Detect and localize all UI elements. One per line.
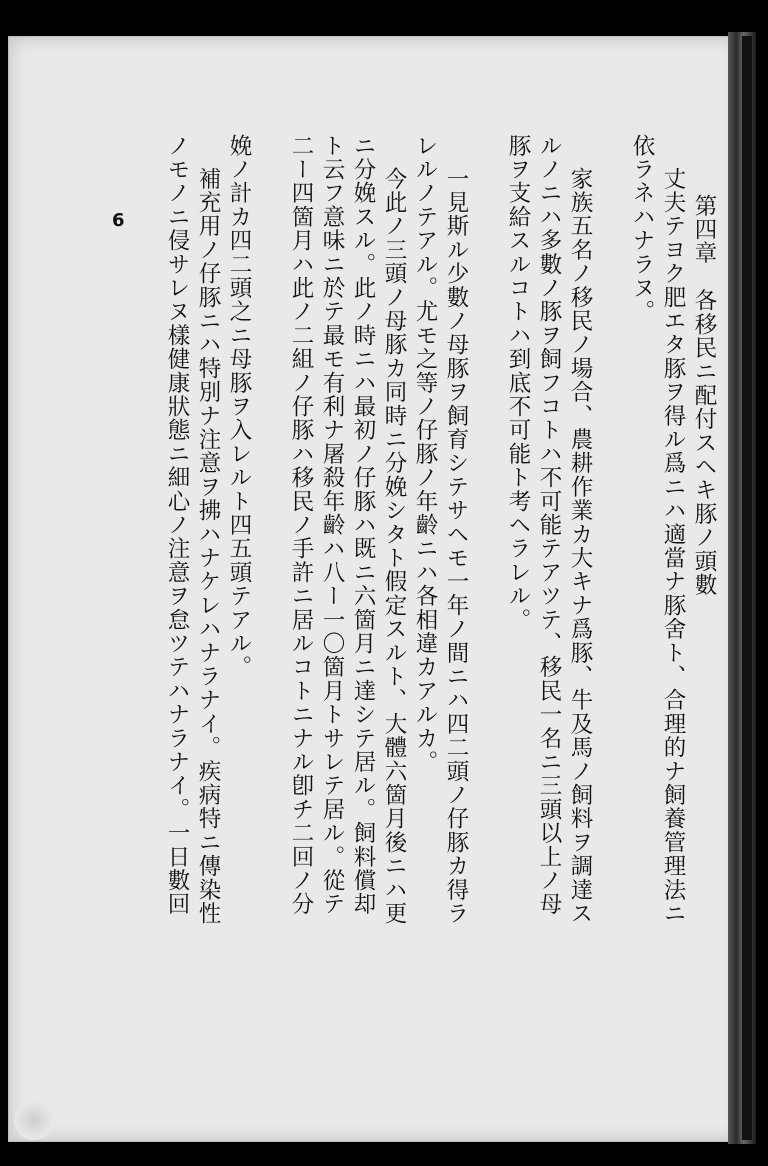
text-line-12: 娩ノ計カ四二頭之ニ母豚ヲ入レルト四五頭テアル。 [226,134,252,680]
text-line-8: 今此ノ三頭ノ母豚カ同時ニ分娩シタト假定スルト、大體六箇月後ニハ更 [381,167,407,926]
text-line-13: 補充用ノ仔豚ニハ特別ナ注意ヲ拂ハナケレハナラナイ。疾病特ニ傳染性 [195,167,221,926]
text-line-6: 一見斯ル少數ノ母豚ヲ飼育シテサヘモ一年ノ間ニハ四二頭ノ仔豚カ得ラ [443,167,469,926]
spine-shadow [742,36,752,1140]
page-number: 6 [112,210,125,231]
text-line-9: ニ分娩スル。此ノ時ニハ最初ノ仔豚ハ既ニ六箇月ニ達シテ居ル。飼料償却 [350,134,376,917]
text-line-14: ノモノニ侵サレヌ樣健康狀態ニ細心ノ注意ヲ怠ツテハナラナイ。一日數回 [164,134,190,917]
chapter-heading: 第四章 各移民ニ配付スヘキ豚ノ頭數 [691,194,717,597]
text-line-4: ルノニハ多數ノ豚ヲ飼フコトハ不可能テアツテ、移民一名ニ三頭以上ノ母 [536,134,562,917]
text-line-3: 家族五名ノ移民ノ場合、農耕作業カ大キナ爲豚、牛及馬ノ飼料ヲ調達ス [567,167,593,926]
page-smudge [14,1100,54,1140]
text-line-10: ト云フ意味ニ於テ最モ有利ナ屠殺年齡ハ八ー一〇箇月トサレテ居ル。從テ [319,134,345,917]
text-line-11: 二ー四箇月ハ此ノ二組ノ仔豚ハ移民ノ手許ニ居ルコトニナル卽チ二回ノ分 [288,134,314,917]
text-line-7: レルノテアル。尤モ之等ノ仔豚ノ年齡ニハ各相違カアルカ。 [412,134,438,774]
text-line-5: 豚ヲ支給スルコトハ到底不可能ト考ヘラレル。 [505,134,531,632]
text-line-2: 依ラネハナラヌ。 [629,134,655,324]
text-line-1: 丈夫テヨク肥エタ豚ヲ得ル爲ニハ適當ナ豚舍ト、合理的ナ飼養管理法ニ [660,167,686,926]
